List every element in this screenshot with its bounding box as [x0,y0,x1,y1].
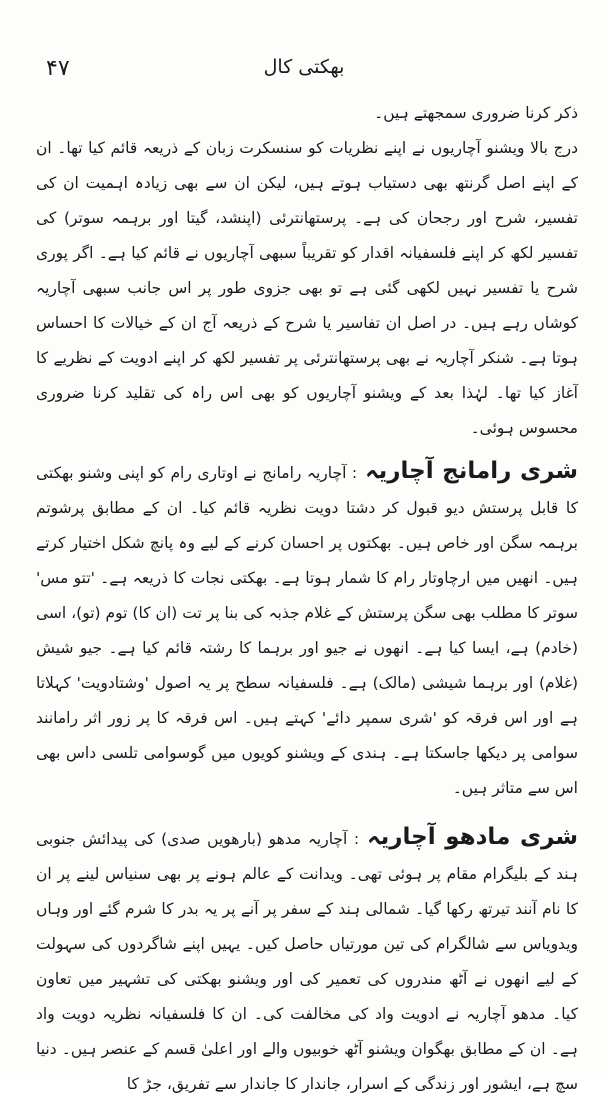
section-heading-ramanuj: شری رامانج آچاریہ [365,458,578,484]
section-text-ramanuj: : آچاریہ رامانج نے اوتاری رام کو اپنی وشنو بھکتی کا قابل پرستش دیو قبول کر دشتا دویت نظریہ قائم کیا۔ ان کے مطابق پرشوتم برہمہ سگن اور خاص ہیں۔ بھکتوں پر احسان کرنے کے لیے وہ پانچ شکل اختیار کرتے ہیں۔ انھیں میں ارچاوتار رام کا شمار ہوتا ہے۔ بھکتی نجات کا ذریعہ ہے۔ 'تتو مس' سوتر کا مطلب بھی سگن پرستش کے غلام جذبہ کی بنا پر تت (ان کا) توم (تو)، اسی (خادم) ہے، ایسا کیا ہے۔ انھوں نے جیو اور برہما کا رشتہ قائم کیا ہے۔ جیو شیش (غلام) اور برہما شیشی (مالک) ہے۔ فلسفیانہ سطح پر یہ اصول 'وشتادویت' کہلاتا ہے اور اس فرقہ کو 'شری سمپر دائے' کہتے ہیں۔ اس فرقہ کا پر زور اثر رامانند سوامی پر دیکھا جاسکتا ہے۔ ہندی کے ویشنو کویوں میں گوسوامی تلسی داس بھی اس سے متاثر ہیں۔ [36,464,578,797]
section-madhav [36,820,578,1102]
section-heading-madhav: شری مادھو آچاریہ [367,824,578,850]
running-title: بھکتی کال [263,56,345,78]
body-text [36,96,578,1102]
section-text-madhav: : آچاریہ مدھو (بارھویں صدی) کی پیدائش جنوبی ہند کے بلیگرام مقام پر ہوئی تھی۔ ویدانت کے عالم ہونے پر بھی سنیاس لینے پر ان کا نام آنند تیرتھ رکھا گیا۔ شمالی ہند کے سفر پر آنے پر یہ بدر کا شرم گئے اور وہاں ویدویاس سے شالگرام کی تین مورتیاں حاصل کیں۔ یہیں اپنے شاگردوں کی سہولت کے لیے انھوں نے آٹھ مندروں کی تعمیر کی اور ویشنو بھکتی کی تشہیر میں تعاون کیا۔ مدھو آچاریہ نے ادویت واد کی مخالفت کی۔ ان کا فلسفیانہ نظریہ دویت واد ہے۔ ان کے مطابق بھگوان ویشنو آٹھ خوبیوں والے اور اعلیٰ قسم کے عنصر ہیں۔ دنیا سچ ہے، ایشور اور زندگی کے اسرار، جاندار کا جاندار سے تفریق، جڑ کا [36,830,578,1093]
paragraph-1: ذکر کرنا ضروری سمجھتے ہیں۔ [374,104,578,122]
section-ramanuj [36,454,578,806]
page-number: ۴۷ [46,56,70,81]
paragraph-2: درج بالا ویشنو آچاریوں نے اپنے نظریات کو سنسکرت زبان کے ذریعہ قائم کیا تھا۔ ان کے اپنے اصل گرنتھ بھی دستیاب ہوتے ہیں، لیکن ان سے بھی زیادہ اہمیت ان کی تفسیر، شرح اور رجحان کی ہے۔ پرستھانترئی (اپنشد، گیتا اور برہمہ سوتر) کی تفسیر لکھ کر اپنے فلسفیانہ اقدار کو تقریباً سبھی آچاریوں نے قائم کیا ہے۔ اگر پوری شرح یا تفسیر نہیں لکھی گئی ہے تو بھی جزوی طور پر اس جانب سبھی آچاریہ کوشاں رہے ہیں۔ در اصل ان تفاسیر یا شرح کے ذریعہ آج ان کے خیالات کا احساس ہوتا ہے۔ شنکر آچاریہ نے بھی پرستھانترئی پر تفسیر لکھ کر اپنے ادویت کے نظریے کا آغاز کیا تھا۔ لہٰذا بعد کے ویشنو آچاریوں کو بھی اس راہ کی تقلید کرنا ضروری محسوس ہوئی۔ [36,139,578,437]
